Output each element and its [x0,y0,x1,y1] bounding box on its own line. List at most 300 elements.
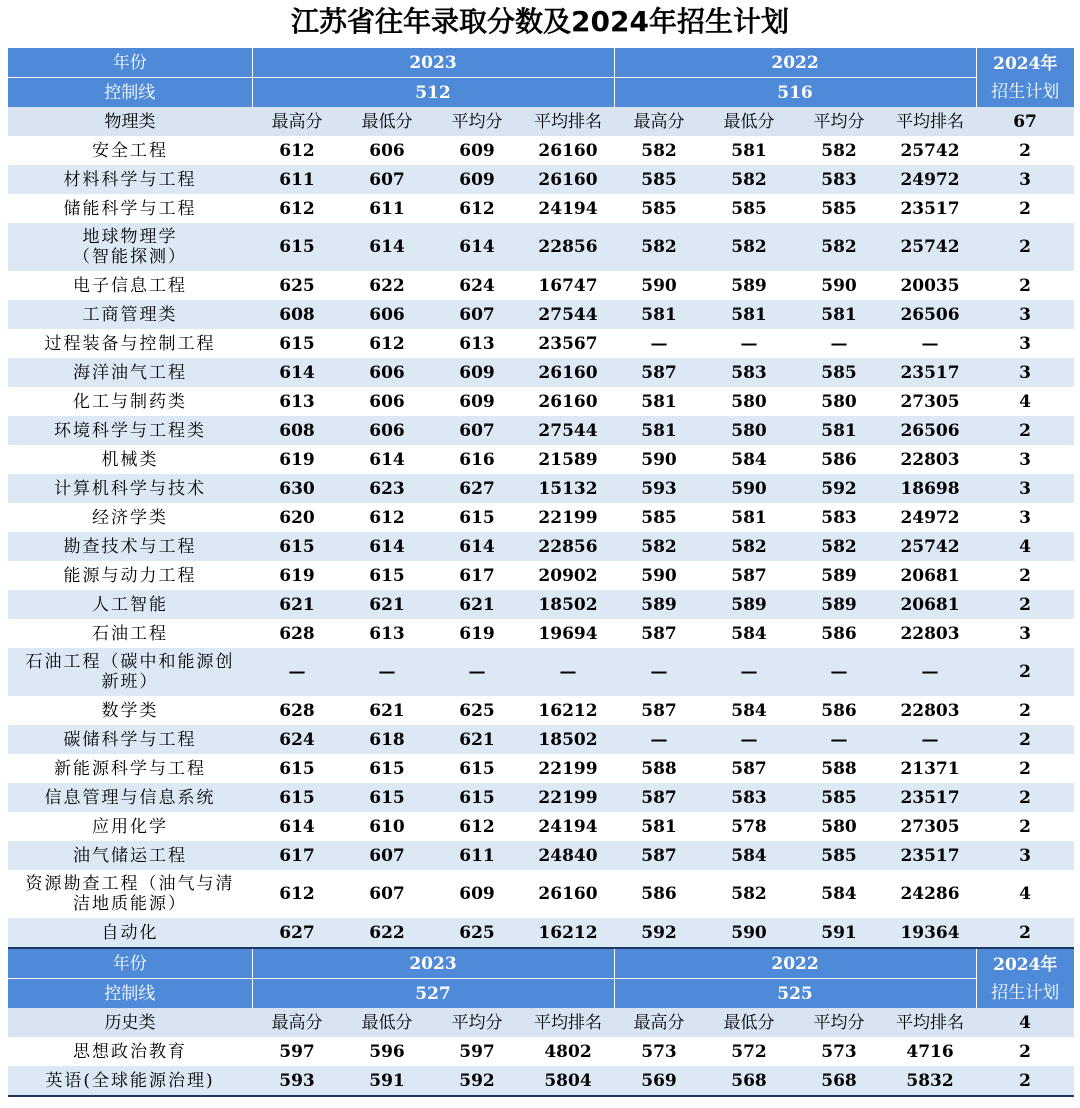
column-header-row [8,107,1074,136]
score-cell: 606 [369,140,405,161]
major-name [8,918,252,948]
major-name-line: 资源勘查工程（油气与清 [25,874,235,894]
score-cell: 5832 [884,1066,976,1096]
score-cell: 18502 [522,590,614,619]
score-cell: — [432,648,522,696]
score-cell: 585 [641,507,677,528]
score-cell: 586 [641,884,677,904]
score-cell: 26160 [522,358,614,387]
score-cell: 585 [821,198,857,219]
score-cell: 618 [342,725,432,754]
table-row [8,1037,1074,1066]
plan-cell: 2 [1019,198,1031,219]
plan-year: 2024年 [993,53,1058,74]
score-cell: 586 [821,623,857,644]
score-cell: 615 [369,758,405,779]
score-cell: 623 [342,474,432,503]
major-name-line: 碳储科学与工程 [63,729,197,750]
score-cell: 25742 [900,140,960,161]
score-cell: 609 [459,391,495,412]
score-cell: 614 [342,223,432,271]
score-cell: 621 [342,590,432,619]
score-cell: 613 [279,391,315,412]
column-header: 平均排名 [884,107,976,136]
table-row [8,329,1074,358]
major-name-line: 人工智能 [92,594,168,615]
score-cell: 619 [459,623,495,644]
plan-cell: 3 [1019,449,1031,470]
score-cell: 16212 [522,918,614,948]
score-cell: 613 [369,623,405,644]
score-cell: 590 [704,474,794,503]
score-cell: 606 [342,358,432,387]
major-name [8,841,252,870]
score-cell: 20681 [900,565,960,586]
plan-cell: 3 [976,474,1074,503]
major-name [8,696,252,725]
plan-cell: 3 [976,165,1074,194]
score-cell: 610 [369,816,405,837]
control-header-row [8,979,1074,1009]
plan-header [976,948,1074,1008]
major-name-line: 环境科学与工程类 [54,420,206,441]
table-row [8,648,1074,696]
score-cell: 27544 [522,300,614,329]
score-cell: 586 [821,700,857,721]
control-a-value: 512 [252,78,614,108]
column-header: 最低分 [704,1008,794,1037]
plan-cell: 2 [976,918,1074,948]
score-cell: 22199 [522,783,614,812]
score-cell: 608 [252,300,342,329]
table-row [8,503,1074,532]
plan-cell: 2 [976,725,1074,754]
major-name-line: 海洋油气工程 [73,362,187,383]
score-cell: 597 [459,1041,495,1062]
major-name-line: 经济学类 [92,507,168,528]
score-cell: 24972 [900,507,960,528]
score-cell: 608 [252,416,342,445]
score-cell: 615 [432,783,522,812]
score-cell: 628 [279,700,315,721]
major-name [8,223,252,271]
score-cell: 5804 [522,1066,614,1096]
table-row [8,165,1074,194]
column-header: 平均分 [432,107,522,136]
history-section [8,948,1074,1096]
score-cell: 613 [459,333,495,354]
score-cell: 569 [614,1066,704,1096]
major-name [8,136,252,165]
major-name-line: 能源与动力工程 [63,565,197,586]
major-name-line: 新班） [101,672,159,692]
score-cell: 585 [614,165,704,194]
plan-cell: 4 [976,532,1074,561]
plan-total: 4 [976,1008,1074,1037]
score-cell: 593 [614,474,704,503]
major-name [8,445,252,474]
score-cell: 614 [369,449,405,470]
score-cell: 589 [794,590,884,619]
plan-cell: 4 [1019,884,1031,904]
score-cell: 612 [369,333,405,354]
score-cell: 586 [821,449,857,470]
score-cell: 4716 [906,1041,954,1062]
table-row [8,416,1074,445]
column-header: 最低分 [342,107,432,136]
score-cell: 582 [731,884,767,904]
score-cell: 582 [794,223,884,271]
score-cell: 619 [279,565,315,586]
table-row [8,696,1074,725]
score-cell: 15132 [522,474,614,503]
score-cell: 612 [279,198,315,219]
score-cell: 584 [731,449,767,470]
score-cell: 4802 [544,1041,592,1062]
control-b-value: 525 [614,979,976,1009]
score-cell: 606 [369,391,405,412]
score-cell: 616 [459,449,495,470]
major-name-line: 储能科学与工程 [63,198,197,219]
score-cell: 622 [369,275,405,296]
score-cell: 578 [731,816,767,837]
plan-cell: 3 [976,841,1074,870]
score-cell: 580 [821,816,857,837]
score-cell: 615 [252,783,342,812]
table-row [8,445,1074,474]
table-row [8,841,1074,870]
score-cell: 581 [731,140,767,161]
score-cell: — [614,648,704,696]
score-cell: 612 [279,140,315,161]
score-cell: 614 [432,223,522,271]
score-cell: 609 [432,165,522,194]
score-cell: 609 [459,140,495,161]
score-cell: 614 [342,532,432,561]
physics-section [8,48,1074,948]
major-name [8,648,252,696]
score-cell: 588 [641,758,677,779]
table-row [8,271,1074,300]
score-cell: 27305 [900,816,960,837]
score-cell: 606 [342,300,432,329]
score-cell: 620 [279,507,315,528]
major-name [8,474,252,503]
score-cell: 615 [252,532,342,561]
score-cell: 573 [821,1041,857,1062]
score-cell: 587 [731,758,767,779]
score-cell: 581 [704,300,794,329]
control-header-row [8,78,1074,108]
score-cell: 584 [821,884,857,904]
score-cell: 581 [794,300,884,329]
major-name [8,387,252,416]
score-cell: 583 [704,783,794,812]
score-cell: 607 [342,841,432,870]
plan-cell: 3 [1019,333,1031,354]
plan-cell: 2 [1019,275,1031,296]
major-name [8,271,252,300]
major-name-line: 思想政治教育 [73,1041,187,1062]
major-name-line: 新能源科学与工程 [54,758,206,779]
score-cell: 607 [369,884,405,904]
major-name [8,783,252,812]
plan-header [976,48,1074,107]
score-cell: 589 [731,275,767,296]
plan-cell: 2 [976,223,1074,271]
major-name [8,329,252,358]
score-cell: 585 [794,358,884,387]
score-cell: 624 [252,725,342,754]
major-name [8,754,252,783]
score-cell: 19694 [538,623,598,644]
score-cell: 20035 [900,275,960,296]
score-cell: 588 [821,758,857,779]
score-cell: — [704,725,794,754]
score-cell: 590 [641,275,677,296]
column-header: 平均排名 [522,107,614,136]
score-cell: 590 [641,449,677,470]
score-cell: 591 [794,918,884,948]
major-name [8,561,252,590]
table-row [8,300,1074,329]
plan-cell: 4 [1019,391,1031,412]
score-cell: 617 [252,841,342,870]
major-name-line: 材料科学与工程 [63,169,197,190]
score-cell: — [921,333,939,354]
major-name-line: 信息管理与信息系统 [44,787,216,808]
table-row [8,387,1074,416]
score-cell: 585 [731,198,767,219]
score-cell: 22803 [900,449,960,470]
score-cell: — [704,648,794,696]
score-cell: 581 [614,300,704,329]
major-name [8,532,252,561]
major-name-line: 地球物理学 [82,227,178,247]
plan-cell: 2 [976,416,1074,445]
plan-cell: 2 [1019,758,1031,779]
column-header: 最高分 [252,1008,342,1037]
column-header: 最低分 [342,1008,432,1037]
column-header: 最高分 [252,107,342,136]
score-cell: — [830,333,848,354]
major-name [8,812,252,841]
score-cell: 615 [342,783,432,812]
table-row [8,619,1074,648]
score-cell: 615 [459,507,495,528]
score-cell: 587 [614,841,704,870]
major-name-line: 机械类 [101,449,159,470]
score-cell: 22856 [522,223,614,271]
score-cell: — [884,648,976,696]
score-cell: 617 [459,565,495,586]
score-cell: 25742 [884,223,976,271]
score-cell: 23517 [884,841,976,870]
score-cell: 23567 [538,333,598,354]
score-cell: 615 [459,758,495,779]
score-cell: 26160 [538,884,598,904]
major-name-line: 英语(全球能源治理) [45,1070,215,1091]
score-cell: 582 [614,223,704,271]
score-cell: 582 [821,140,857,161]
plan-cell: 2 [1019,700,1031,721]
score-cell: 26160 [538,140,598,161]
plan-cell: 2 [976,648,1074,696]
control-a-value: 527 [252,979,614,1009]
year-a-header: 2023 [252,948,614,979]
score-cell: 580 [731,391,767,412]
score-cell: 22199 [538,507,598,528]
major-name-line: 勘查技术与工程 [63,536,197,557]
score-cell: 589 [821,565,857,586]
score-cell: 614 [432,532,522,561]
table-row [8,1066,1074,1096]
major-name [8,1037,252,1066]
score-cell: 612 [279,884,315,904]
score-cell: 26506 [884,416,976,445]
table-row [8,194,1074,223]
score-cell: 568 [794,1066,884,1096]
score-cell: 625 [279,275,315,296]
table-row [8,590,1074,619]
column-header: 平均分 [432,1008,522,1037]
control-label: 控制线 [8,78,252,108]
score-cell: 627 [252,918,342,948]
table-row [8,561,1074,590]
score-cell: 612 [459,816,495,837]
major-name [8,725,252,754]
plan-cell: 2 [976,783,1074,812]
plan-cell: 3 [976,358,1074,387]
score-cell: 621 [252,590,342,619]
major-name-line: 化工与制药类 [73,391,187,412]
plan-cell: 2 [976,590,1074,619]
score-cell: 26160 [522,165,614,194]
score-cell: 621 [432,725,522,754]
table-row [8,783,1074,812]
score-cell: 585 [641,198,677,219]
score-cell: 597 [279,1041,315,1062]
table-row [8,136,1074,165]
major-name-line: 自动化 [101,922,159,943]
major-name [8,870,252,918]
score-cell: 580 [704,416,794,445]
major-name [8,358,252,387]
admission-table [8,48,1074,1097]
score-cell: 621 [369,700,405,721]
major-name-line: 电子信息工程 [73,275,187,296]
year-b-header: 2022 [614,48,976,78]
score-cell: — [522,648,614,696]
score-cell: — [794,725,884,754]
score-cell: 24194 [538,816,598,837]
score-cell: 628 [279,623,315,644]
major-name-line: （智能探测） [73,247,187,267]
score-cell: — [252,648,342,696]
table-row [8,754,1074,783]
score-cell: — [614,725,704,754]
table-row [8,870,1074,918]
major-name-line: 洁地质能源） [73,894,187,914]
major-name [8,619,252,648]
plan-cell: 2 [1019,816,1031,837]
score-cell: 26160 [538,391,598,412]
plan-cell: 3 [976,300,1074,329]
score-cell: 622 [342,918,432,948]
plan-cell: 2 [976,1066,1074,1096]
column-header: 最高分 [614,107,704,136]
score-cell: — [342,648,432,696]
major-name [8,503,252,532]
major-name [8,300,252,329]
table-row [8,918,1074,948]
score-cell: 627 [432,474,522,503]
score-cell: 24840 [522,841,614,870]
score-cell: 596 [369,1041,405,1062]
score-cell: — [740,333,758,354]
table-row [8,358,1074,387]
score-cell: 615 [279,758,315,779]
score-cell: 27305 [900,391,960,412]
score-cell: 20681 [884,590,976,619]
score-cell: 22803 [900,700,960,721]
score-cell: 614 [252,358,342,387]
score-cell: 590 [704,918,794,948]
column-header: 平均分 [794,107,884,136]
score-cell: 21589 [538,449,598,470]
year-label: 年份 [8,948,252,979]
score-cell: 592 [614,918,704,948]
score-cell: 27544 [522,416,614,445]
score-cell: 612 [459,198,495,219]
score-cell: 592 [794,474,884,503]
major-name-line: 油气储运工程 [73,845,187,866]
score-cell: 582 [704,223,794,271]
table-row [8,812,1074,841]
score-cell: 581 [794,416,884,445]
plan-cell: 2 [1019,565,1031,586]
score-cell: 593 [252,1066,342,1096]
score-cell: 23517 [900,198,960,219]
score-cell: 587 [731,565,767,586]
score-cell: 22199 [538,758,598,779]
year-label: 年份 [8,48,252,78]
control-label: 控制线 [8,979,252,1009]
table-row [8,474,1074,503]
score-cell: — [884,725,976,754]
score-cell: 621 [432,590,522,619]
score-cell: 568 [704,1066,794,1096]
year-header-row [8,948,1074,979]
score-cell: 615 [279,333,315,354]
major-name-line: 计算机科学与技术 [54,478,206,499]
plan-cell: 2 [1019,140,1031,161]
score-cell: 607 [342,165,432,194]
category-label: 历史类 [8,1008,252,1037]
score-cell: 23517 [884,783,976,812]
score-cell: 573 [641,1041,677,1062]
score-cell: 581 [641,816,677,837]
score-cell: 581 [641,391,677,412]
plan-cell: 3 [1019,507,1031,528]
major-name-line: 石油工程 [92,623,168,644]
score-cell: 582 [794,532,884,561]
score-cell: 16747 [538,275,598,296]
major-name [8,416,252,445]
score-cell: 22803 [900,623,960,644]
score-cell: 587 [614,783,704,812]
major-name-line: 数学类 [101,700,159,721]
